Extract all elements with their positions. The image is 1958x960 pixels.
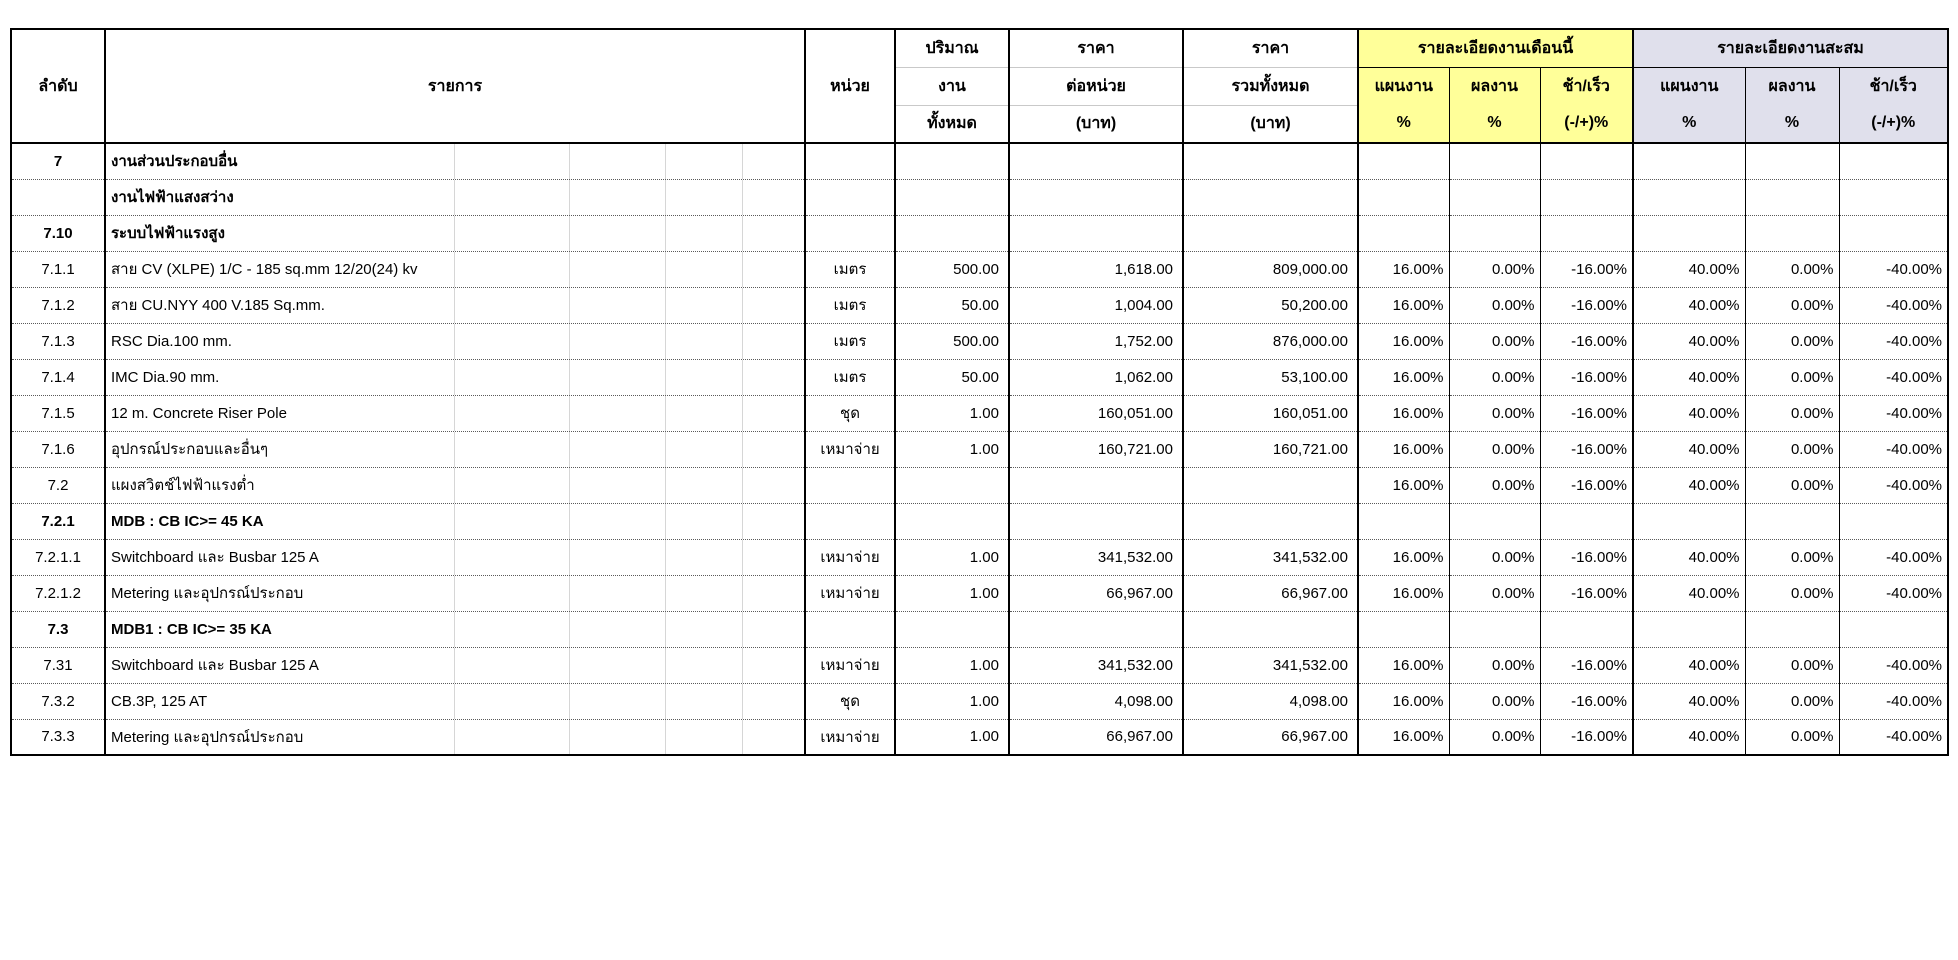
cell-m_diff: -16.00% [1540,323,1633,359]
cell-m_diff [1540,179,1633,215]
table-row [11,395,1948,431]
cell-c_plan: 40.00% [1633,539,1745,575]
cell-unit [805,467,895,503]
cell-c_plan [1633,179,1745,215]
cell-no: 7 [11,143,105,179]
cell-no: 7.1.3 [11,323,105,359]
cell-m_actual [1449,179,1540,215]
table-row [11,431,1948,467]
cell-c_diff [1839,215,1948,251]
cell-qty [895,611,1009,647]
cell-unit_price: 160,051.00 [1009,395,1183,431]
cell-c_plan [1633,215,1745,251]
cell-c_diff: -40.00% [1839,287,1948,323]
cell-total_price [1183,143,1358,179]
cell-m_plan [1358,503,1449,539]
cell-m_actual: 0.00% [1449,431,1540,467]
cell-m_actual: 0.00% [1449,719,1540,755]
table-row [11,575,1948,611]
cell-total_price: 809,000.00 [1183,251,1358,287]
cell-m_plan: 16.00% [1358,719,1449,755]
header-unit-price-line3: (บาท) [1009,105,1183,143]
header-qty-line1: ปริมาณ [895,29,1009,67]
cell-c_diff: -40.00% [1839,395,1948,431]
cell-unit_price: 1,004.00 [1009,287,1183,323]
cell-unit [805,611,895,647]
cell-c_actual: 0.00% [1745,683,1839,719]
cell-qty: 500.00 [895,251,1009,287]
cell-unit: เหมาจ่าย [805,647,895,683]
cell-total_price: 66,967.00 [1183,575,1358,611]
cell-m_plan: 16.00% [1358,395,1449,431]
cell-qty [895,179,1009,215]
cell-c_diff: -40.00% [1839,431,1948,467]
cell-item: Metering และอุปกรณ์ประกอบ [105,719,805,755]
cell-unit: เหมาจ่าย [805,539,895,575]
cell-m_diff: -16.00% [1540,287,1633,323]
cell-m_actual [1449,611,1540,647]
cell-c_actual: 0.00% [1745,647,1839,683]
cell-item: ระบบไฟฟ้าแรงสูง [105,215,805,251]
cell-m_plan [1358,611,1449,647]
cell-c_diff: -40.00% [1886,728,1942,746]
cell-c_plan: 40.00% [1633,575,1745,611]
cell-c_plan [1633,503,1745,539]
cell-no: 7.3 [11,611,105,647]
cell-no: 7.2.1.1 [11,539,105,575]
cell-item: 12 m. Concrete Riser Pole [105,395,805,431]
cell-c_plan [1633,611,1745,647]
table-body [11,143,1948,755]
cell-c_plan: 40.00% [1633,467,1745,503]
cell-no: 7.1.2 [11,287,105,323]
cell-qty [895,215,1009,251]
cell-c_plan: 40.00% [1633,395,1745,431]
header-qty-line3: ทั้งหมด [895,105,1009,143]
cell-m_actual: 0.00% [1449,287,1540,323]
cell-item: งานไฟฟ้าแสงสว่าง [105,179,805,215]
cell-m_diff: -16.00% [1540,719,1633,755]
cell-total_price: 160,721.00 [1183,431,1358,467]
header-unit-price-line2: ต่อหน่วย [1009,67,1183,105]
cell-m_diff: -16.00% [1540,539,1633,575]
cell-c_actual [1745,503,1839,539]
header-cum-plan-pct: % [1682,113,1697,131]
cell-unit: เหมาจ่าย [805,431,895,467]
header-month-plan [1358,67,1449,143]
header-cum-late-fast-pct: (-/+)% [1871,113,1916,131]
table-row [11,683,1948,719]
cell-m_plan: 16.00% [1358,287,1449,323]
header-month-actual-label: ผลงาน [1471,77,1518,95]
cell-c_diff: -40.00% [1839,575,1948,611]
table-row [11,179,1948,215]
cell-unit_price [1009,215,1183,251]
cell-c_plan: 40.00% [1633,287,1745,323]
cell-item: CB.3P, 125 AT [105,683,805,719]
cell-unit: เหมาจ่าย [805,719,895,755]
cell-c_diff: -40.00% [1839,251,1948,287]
table-row [11,611,1948,647]
cell-unit: ชุด [805,683,895,719]
header-unit-price-line1: ราคา [1009,29,1183,67]
cell-no: 7.10 [11,215,105,251]
cell-m_plan: 16.00% [1358,359,1449,395]
header-month-late-fast-pct: (-/+)% [1564,113,1609,131]
cell-unit: เมตร [805,359,895,395]
cell-item: แผงสวิตช์ไฟฟ้าแรงต่ำ [105,467,805,503]
table-row [11,287,1948,323]
cell-item: สาย CV (XLPE) 1/C - 185 sq.mm 12/20(24) kv [105,251,805,287]
cell-c_diff: -40.00% [1839,323,1948,359]
header-month-actual-pct: % [1487,113,1502,131]
cell-qty: 1.00 [895,539,1009,575]
cell-c_actual: 0.00% [1745,467,1839,503]
cell-unit_price: 160,721.00 [1009,431,1183,467]
cell-total_price: 4,098.00 [1183,683,1358,719]
cell-c_actual [1745,611,1839,647]
cell-m_plan: 16.00% [1358,575,1449,611]
cell-total_price: 876,000.00 [1183,323,1358,359]
cell-unit_price: 4,098.00 [1009,683,1183,719]
header-month-actual [1449,67,1540,143]
cell-qty: 50.00 [895,359,1009,395]
header-cum-plan [1633,67,1745,143]
cell-unit [805,143,895,179]
cell-no: 7.1.6 [11,431,105,467]
cell-m_plan: 16.00% [1358,683,1449,719]
cell-item: Switchboard และ Busbar 125 A [105,647,805,683]
cell-qty: 1.00 [895,683,1009,719]
cell-m_diff: -16.00% [1540,359,1633,395]
cell-qty: 500.00 [895,323,1009,359]
cell-no: 7.31 [11,647,105,683]
table-row [11,503,1948,539]
table-row [11,359,1948,395]
cell-item: IMC Dia.90 mm. [105,359,805,395]
table-row [11,539,1948,575]
cell-m_plan [1358,143,1449,179]
cell-c_actual: 0.00% [1745,359,1839,395]
cell-m_actual: 0.00% [1449,539,1540,575]
cell-unit_price: 1,618.00 [1009,251,1183,287]
cell-no: 7.1.1 [11,251,105,287]
cell-unit [805,179,895,215]
cell-total_price [1183,179,1358,215]
cell-qty: 1.00 [895,647,1009,683]
cell-item: MDB1 : CB IC>= 35 KA [105,611,805,647]
cell-no: 7.3.3 [11,719,105,755]
cell-c_actual: 0.00% [1745,251,1839,287]
cell-m_actual [1449,143,1540,179]
cell-c_actual: 0.00% [1745,575,1839,611]
cell-c_actual: 0.00% [1745,431,1839,467]
cell-c_actual: 0.00% [1745,287,1839,323]
cell-unit_price: 341,532.00 [1009,539,1183,575]
header-no: ลำดับ [11,29,105,143]
cell-m_actual: 0.00% [1449,467,1540,503]
cell-unit: ชุด [805,395,895,431]
cell-qty [895,503,1009,539]
header-cum-late-fast-label: ช้า/เร็ว [1869,77,1917,95]
cell-m_actual [1449,503,1540,539]
header-cum-actual-label: ผลงาน [1768,77,1816,95]
cell-m_actual: 0.00% [1449,395,1540,431]
cell-total_price: 341,532.00 [1183,647,1358,683]
cell-m_diff: -16.00% [1540,395,1633,431]
cell-c_diff [1839,143,1948,179]
cell-unit_price: 1,062.00 [1009,359,1183,395]
cell-unit_price: 66,967.00 [1009,719,1183,755]
cell-m_plan: 16.00% [1358,431,1449,467]
cell-unit_price [1009,503,1183,539]
cell-item: MDB : CB IC>= 45 KA [105,503,805,539]
header-month-group: รายละเอียดงานเดือนนี้ [1358,29,1633,67]
header-cum-plan-label: แผนงาน [1660,77,1719,95]
table-row [11,323,1948,359]
cell-m_diff: -16.00% [1540,251,1633,287]
cell-unit_price: 66,967.00 [1009,575,1183,611]
cell-no: 7.3.2 [11,683,105,719]
cell-c_plan [1633,143,1745,179]
cell-unit [805,215,895,251]
header-month-plan-label: แผนงาน [1374,77,1433,95]
cell-m_actual: 0.00% [1449,323,1540,359]
cell-item: Switchboard และ Busbar 125 A [105,539,805,575]
cell-unit: เหมาจ่าย [805,575,895,611]
cell-c_actual: 0.00% [1745,395,1839,431]
table-row [11,143,1948,179]
cell-c_plan: 40.00% [1633,359,1745,395]
header-month-late-fast-label: ช้า/เร็ว [1562,77,1610,95]
cell-m_diff: -16.00% [1540,647,1633,683]
cell-qty: 1.00 [895,719,1009,755]
cell-unit_price [1009,179,1183,215]
cell-qty: 1.00 [895,395,1009,431]
cell-m_diff [1540,611,1633,647]
cell-c_diff [1839,179,1948,215]
table-header [11,29,1948,143]
cell-c_diff: -40.00% [1839,683,1948,719]
cell-item: RSC Dia.100 mm. [105,323,805,359]
cell-m_diff: -16.00% [1540,467,1633,503]
cell-no: 7.1.5 [11,395,105,431]
cell-m_plan: 16.00% [1358,647,1449,683]
cell-total_price [1183,503,1358,539]
cell-no: 7.2 [11,467,105,503]
cell-m_diff: -16.00% [1540,431,1633,467]
table-row [11,215,1948,251]
cell-c_diff [1839,611,1948,647]
cell-c_diff: -40.00% [1839,467,1948,503]
cell-c_diff: -40.00% [1839,647,1948,683]
cell-total_price: 341,532.00 [1183,539,1358,575]
cell-qty [895,467,1009,503]
cell-c_plan: 40.00% [1633,431,1745,467]
cell-m_plan: 16.00% [1358,251,1449,287]
cell-m_actual: 0.00% [1449,251,1540,287]
cell-c_diff: -40.00% [1839,359,1948,395]
cell-qty: 50.00 [895,287,1009,323]
cell-m_plan [1358,215,1449,251]
table-row [11,467,1948,503]
cost-progress-table [10,28,1949,756]
cell-total_price: 160,051.00 [1183,395,1358,431]
cell-unit: เมตร [805,251,895,287]
cell-m_actual [1449,215,1540,251]
cell-m_actual: 0.00% [1449,575,1540,611]
cell-qty [895,143,1009,179]
cell-m_diff: -16.00% [1540,575,1633,611]
cell-m_diff [1540,143,1633,179]
cell-m_plan: 16.00% [1358,539,1449,575]
cell-no [11,179,105,215]
cell-m_actual: 0.00% [1449,359,1540,395]
cell-c_plan: 40.00% [1633,719,1745,755]
cell-c_plan: 40.00% [1633,683,1745,719]
table-row [11,251,1948,287]
cell-m_diff [1540,503,1633,539]
cell-c_actual: 0.00% [1745,719,1839,755]
cell-unit [805,503,895,539]
cell-no: 7.1.4 [11,359,105,395]
cell-total_price [1183,215,1358,251]
cell-no: 7.2.1 [11,503,105,539]
table-row [11,719,1948,755]
cell-unit: เมตร [805,287,895,323]
cell-unit_price [1009,611,1183,647]
cell-c_plan: 40.00% [1633,251,1745,287]
table-row [11,647,1948,683]
cell-c_actual [1745,143,1839,179]
cell-no: 7.2.1.2 [11,575,105,611]
cell-total_price [1183,467,1358,503]
cell-unit_price: 1,752.00 [1009,323,1183,359]
cell-c_diff: -40.00% [1839,539,1948,575]
header-cumulative-group: รายละเอียดงานสะสม [1633,29,1948,67]
cell-unit_price: 341,532.00 [1009,647,1183,683]
cell-m_actual: 0.00% [1449,647,1540,683]
cell-total_price: 53,100.00 [1183,359,1358,395]
cell-total_price: 50,200.00 [1183,287,1358,323]
header-cum-actual [1745,67,1839,143]
cell-unit_price [1009,467,1183,503]
cell-qty: 1.00 [895,575,1009,611]
cell-total_price: 66,967.00 [1183,719,1358,755]
cell-item: Metering และอุปกรณ์ประกอบ [105,575,805,611]
cost-progress-sheet [10,28,1949,756]
header-cum-late-fast [1839,67,1948,143]
cell-item: อุปกรณ์ประกอบและอื่นๆ [105,431,805,467]
header-item: รายการ [105,29,805,143]
cell-m_plan [1358,179,1449,215]
header-cum-actual-pct: % [1784,113,1800,131]
cell-c_diff [1839,503,1948,539]
header-qty-line2: งาน [895,67,1009,105]
cell-item: สาย CU.NYY 400 V.185 Sq.mm. [105,287,805,323]
cell-m_diff: -16.00% [1540,683,1633,719]
header-unit: หน่วย [805,29,895,143]
header-total-price-line1: ราคา [1183,29,1358,67]
cell-c_plan: 40.00% [1633,323,1745,359]
cell-unit: เมตร [805,323,895,359]
header-total-price-line3: (บาท) [1183,105,1358,143]
header-month-late-fast [1540,67,1633,143]
cell-total_price [1183,611,1358,647]
header-total-price-line2: รวมทั้งหมด [1183,67,1358,105]
cell-c_plan: 40.00% [1633,647,1745,683]
cell-c_actual: 0.00% [1745,323,1839,359]
cell-m_plan: 16.00% [1358,467,1449,503]
cell-m_plan: 16.00% [1358,323,1449,359]
cell-m_diff [1540,215,1633,251]
header-month-plan-pct: % [1396,113,1411,131]
cell-qty: 1.00 [895,431,1009,467]
cell-c_actual [1745,215,1839,251]
cell-unit_price [1009,143,1183,179]
cell-m_actual: 0.00% [1449,683,1540,719]
cell-item: งานส่วนประกอบอื่น [105,143,805,179]
cell-c_actual: 0.00% [1745,539,1839,575]
cell-c_actual [1745,179,1839,215]
